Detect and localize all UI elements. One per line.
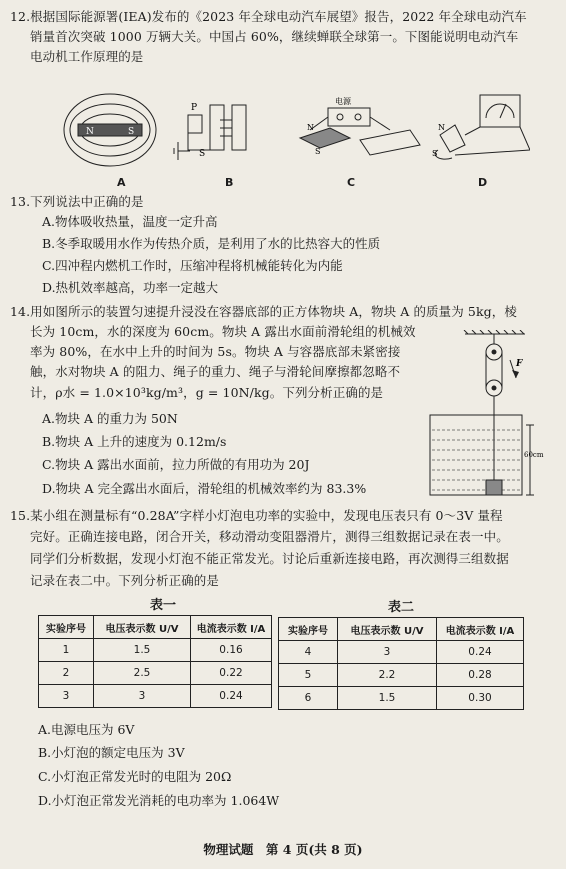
table1-caption: 表一	[150, 598, 177, 613]
table-cell: 5	[279, 664, 338, 687]
q14-option-b: B.物块 A 上升的速度为 0.12m/s	[42, 434, 227, 449]
q13-option-d: D.热机效率越高，功率一定越大	[42, 280, 219, 295]
table1-header-cell: 电流表示数 I/A	[191, 616, 272, 639]
figure-b-label: B	[225, 176, 234, 189]
q13-option-a: A.物体吸收热量，温度一定升高	[42, 214, 218, 229]
figure-b-electromagnet	[174, 105, 246, 160]
table-cell: 0.16	[191, 639, 272, 662]
q14-option-a: A.物块 A 的重力为 50N	[42, 411, 178, 426]
table2-header-row	[279, 618, 524, 641]
figure-a-n-label: N	[86, 127, 94, 137]
q14-line4: 触，水对物块 A 的阻力、绳子的重力、绳子与滑轮间摩擦都忽略不	[30, 364, 401, 379]
figure-d-s-label: S	[432, 149, 438, 158]
q13-stem: 13.下列说法中正确的是	[10, 194, 144, 209]
figure-d-label: D	[478, 176, 488, 189]
table-cell: 6	[279, 687, 338, 710]
q14-line2: 长为 10cm，水的深度为 60cm。物块 A 露出水面前滑轮组的机械效	[30, 324, 416, 339]
table-row	[279, 641, 524, 664]
q14-figure	[420, 330, 550, 508]
table2-caption: 表二	[388, 600, 415, 615]
q15-option-c: C.小灯泡正常发光时的电阻为 20Ω	[38, 769, 232, 784]
q15-line3: 同学们分析数据，发现小灯泡不能正常发光。讨论后重新连接电路，再次测得三组数据	[30, 551, 509, 566]
figure-c-power-label: 电源	[335, 97, 351, 106]
page-footer: 物理试题 第 4 页(共 8 页)	[203, 842, 363, 857]
table-cell: 0.28	[437, 664, 524, 687]
q13-option-b: B.冬季取暖用水作为传热介质，是利用了水的比热容大的性质	[42, 236, 381, 251]
table-cell: 0.24	[191, 685, 272, 708]
q15-line4: 记录在表二中。下列分析正确的是	[30, 573, 220, 588]
figure-b-p-label: P	[191, 103, 198, 113]
table-row	[39, 662, 272, 685]
table-cell: 4	[279, 641, 338, 664]
table2	[278, 617, 524, 710]
table-cell: 1	[39, 639, 94, 662]
q13-option-c: C.四冲程内燃机工作时，压缩冲程将机械能转化为内能	[42, 258, 343, 273]
table-cell: 3	[39, 685, 94, 708]
table-cell: 0.24	[437, 641, 524, 664]
q12-line1: 12.根据国际能源署(IEA)发布的《2023 年全球电动汽车展望》报告，2022 年全球电动汽车	[10, 9, 527, 24]
q12-line2: 销量首次突破 1000 万辆大关。中国占 60%，继续蝉联全球第一。下图能说明电动汽车	[30, 29, 519, 44]
q14-line3: 率为 80%，在水中上升的时间为 5s。物块 A 与容器底部未紧密接	[30, 344, 401, 359]
figure-d-generator	[435, 95, 530, 159]
figure-b-s-label: S	[199, 149, 206, 159]
q14-depth-label: 60cm	[524, 451, 544, 459]
table2-header-cell: 电流表示数 I/A	[437, 618, 524, 641]
q14-line1: 14.用如图所示的装置匀速提升浸没在容器底部的正方体物块 A，物块 A 的质量为 5kg，棱	[10, 304, 517, 319]
table1-header-row	[39, 616, 272, 639]
table-cell: 0.22	[191, 662, 272, 685]
table-cell: 2	[39, 662, 94, 685]
table-cell: 1.5	[338, 687, 437, 710]
figure-a-s-label: S	[128, 127, 135, 137]
q14-option-c: C.物块 A 露出水面前，拉力所做的有用功为 20J	[42, 457, 310, 472]
table-cell: 3	[338, 641, 437, 664]
table-row	[39, 685, 272, 708]
table1	[38, 615, 272, 708]
q14-force-label: F	[516, 359, 523, 369]
table-cell: 2.5	[94, 662, 191, 685]
table2-header-cell: 电压表示数 U/V	[338, 618, 437, 641]
q15-option-b: B.小灯泡的额定电压为 3V	[38, 745, 185, 760]
q14-line5: 计，ρ水 = 1.0×10³kg/m³，g = 10N/kg。下列分析正确的是	[30, 385, 384, 400]
table-row	[39, 639, 272, 662]
figure-c-s-label: S	[315, 147, 321, 156]
figure-d-n-label: N	[438, 123, 445, 132]
q15-line2: 完好。正确连接电路，闭合开关，移动滑动变阻器滑片，测得三组数据记录在表一中。	[30, 529, 509, 544]
table1-header-cell: 电压表示数 U/V	[94, 616, 191, 639]
figure-a-magnet	[64, 94, 156, 166]
q12-figure	[60, 90, 530, 170]
q15-option-a: A.电源电压为 6V	[38, 722, 135, 737]
q15-option-d: D.小灯泡正常发光消耗的电功率为 1.064W	[38, 793, 280, 808]
figure-a-label: A	[117, 176, 126, 189]
figure-c-n-label: N	[307, 123, 314, 132]
q12-line3: 电动机工作原理的是	[30, 49, 144, 64]
table-row	[279, 664, 524, 687]
table-cell: 2.2	[338, 664, 437, 687]
table-cell: 0.30	[437, 687, 524, 710]
table-cell: 3	[94, 685, 191, 708]
q14-option-d: D.物块 A 完全露出水面后，滑轮组的机械效率约为 83.3%	[42, 481, 367, 496]
table-row	[279, 687, 524, 710]
q15-line1: 15.某小组在测量标有“0.28A”字样小灯泡电功率的实验中，发现电压表只有 0～3V 量程	[10, 508, 503, 523]
table1-header-cell: 实验序号	[39, 616, 94, 639]
figure-c-label: C	[347, 176, 356, 189]
table-cell: 1.5	[94, 639, 191, 662]
table2-header-cell: 实验序号	[279, 618, 338, 641]
